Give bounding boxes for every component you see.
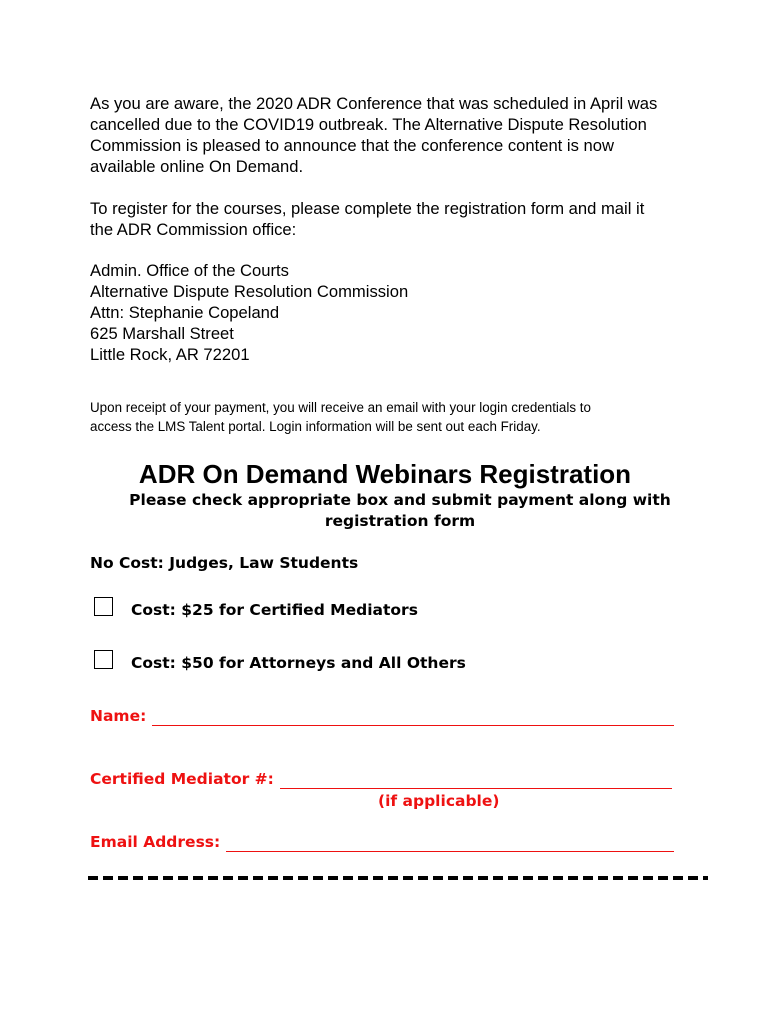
email-input-line[interactable]	[226, 835, 674, 852]
form-title: ADR On Demand Webinars Registration	[138, 459, 632, 489]
intro-line: cancelled due to the COVID19 outbreak. The Alternative Dispute Resolution	[90, 115, 647, 134]
payment-notice	[90, 398, 591, 436]
intro-line: available online On Demand.	[90, 157, 304, 176]
name-label: Name:	[90, 707, 147, 725]
register-instructions	[90, 198, 730, 240]
register-line: the ADR Commission office:	[90, 220, 297, 239]
notice-line: access the LMS Talent portal. Login information will be sent out each Friday.	[90, 419, 541, 435]
address-line: Attn: Stephanie Copeland	[90, 303, 280, 322]
no-cost-note: No Cost: Judges, Law Students	[90, 554, 359, 572]
intro-paragraph	[90, 93, 730, 177]
intro-line: Commission is pleased to announce that the conference content is now	[90, 136, 614, 155]
address-line: Alternative Dispute Resolution Commission	[90, 282, 409, 301]
notice-line: Upon receipt of your payment, you will receive an email with your login credentials to	[90, 400, 591, 416]
address-line: Little Rock, AR 72201	[90, 345, 250, 364]
email-label: Email Address:	[90, 833, 221, 851]
address-line: 625 Marshall Street	[90, 324, 234, 343]
mediator-number-field-row	[90, 769, 672, 789]
certified-mediators-option-label: Cost: $25 for Certified Mediators	[131, 601, 418, 619]
register-line: To register for the courses, please complete the registration form and mail it	[90, 199, 645, 218]
form-subtitle	[0, 490, 770, 532]
mediator-number-label: Certified Mediator #:	[90, 770, 274, 788]
certified-mediators-checkbox[interactable]	[94, 597, 113, 616]
subtitle-line: Please check appropriate box and submit payment along with	[129, 491, 671, 509]
dashed-cut-line	[88, 873, 708, 883]
email-field-row	[90, 832, 674, 852]
attorneys-checkbox[interactable]	[94, 650, 113, 669]
name-field-row	[90, 706, 674, 726]
mediator-number-input-line[interactable]	[280, 772, 672, 789]
name-input-line[interactable]	[152, 709, 674, 726]
address-line: Admin. Office of the Courts	[90, 261, 289, 280]
mediator-number-note: (if applicable)	[378, 792, 500, 810]
attorneys-option-label: Cost: $50 for Attorneys and All Others	[131, 654, 466, 672]
mailing-address	[90, 260, 730, 365]
intro-line: As you are aware, the 2020 ADR Conference that was scheduled in April was	[90, 94, 658, 113]
subtitle-line: registration form	[324, 512, 476, 530]
